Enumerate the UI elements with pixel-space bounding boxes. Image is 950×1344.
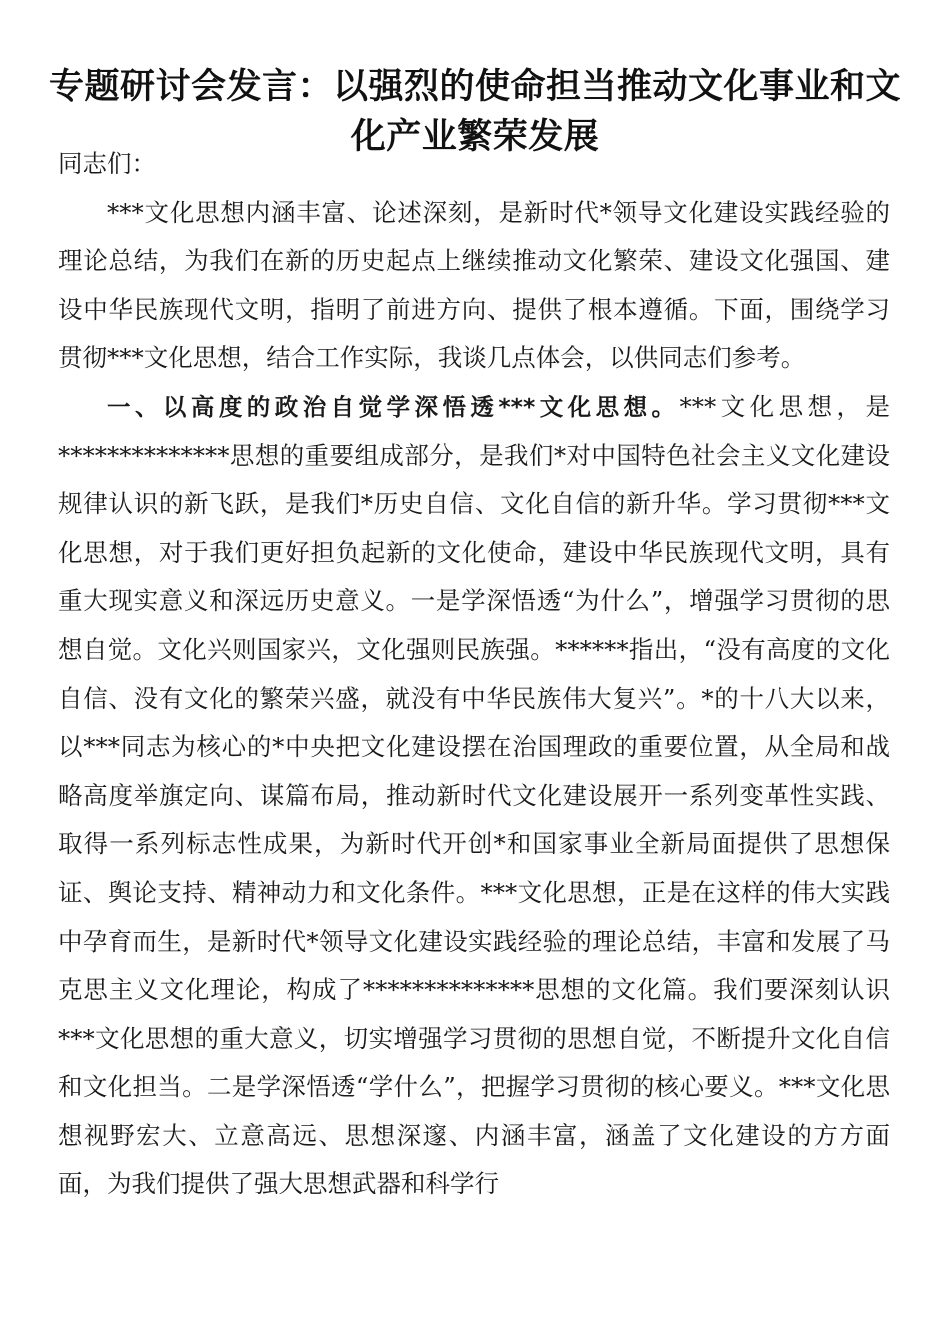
salutation: 同志们： (58, 149, 156, 178)
document-body (58, 140, 890, 1209)
section-1-paragraph (58, 383, 890, 1209)
section-1-heading: 一、以高度的政治自觉学深悟透***文化思想。 (107, 392, 680, 421)
intro-paragraph: ***文化思想内涵丰富、论述深刻，是新时代*领导文化建设实践经验的理论总结，为我们在新的历史起点上继续推动文化繁荣、建设文化强国、建设中华民族现代文明，指明了前进方向、提供了根本遵循。下面，围绕学习贯彻***文化思想，结合工作实际，我谈几点体会，以供同志们参考。 (58, 197, 890, 373)
section-1-body: ***文化思想，是**************思想的重要组成部分，是我们*对中国特色社会主义文化建设规律认识的新飞跃，是我们*历史自信、文化自信的新升华。学习贯彻***文化思想，对于我们更好担负起新的文化使命，建设中华民族现代文明，具有重大现实意义和深远历史意义。一是学深悟透“为什么”，增强学习贯彻的思想自觉。文化兴则国家兴，文化强则民族强。******指出，“没有高度的文化自信、没有文化的繁荣兴盛，就没有中华民族伟大复兴”。*的十八大以来，以***同志为核心的*中央把文化建设摆在治国理政的重要位置，从全局和战略高度举旗定向、谋篇布局，推动新时代文化建设展开一系列变革性实践、取得一系列标志性成果，为新时代开创*和国家事业全新局面提供了思想保证、舆论支持、精神动力和文化条件。***文化思想，正是在这样的伟大实践中孕育而生，是新时代*领导文化建设实践经验的理论总结，丰富和发展了马克思主义文化理论，构成了**************思想的文化篇。我们要深刻认识***文化思想的重大意义，切实增强学习贯彻的思想自觉，不断提升文化自信和文化担当。二是学深悟透“学什么”，把握学习贯彻的核心要义。***文化思想视野宏大、立意高远、思想深邃、内涵丰富，涵盖了文化建设的方方面面，为我们提供了强大思想武器和科学行 (58, 391, 891, 1199)
document-title: 专题研讨会发言：以强烈的使命担当推动文化事业和文化产业繁荣发展 (48, 66, 901, 157)
